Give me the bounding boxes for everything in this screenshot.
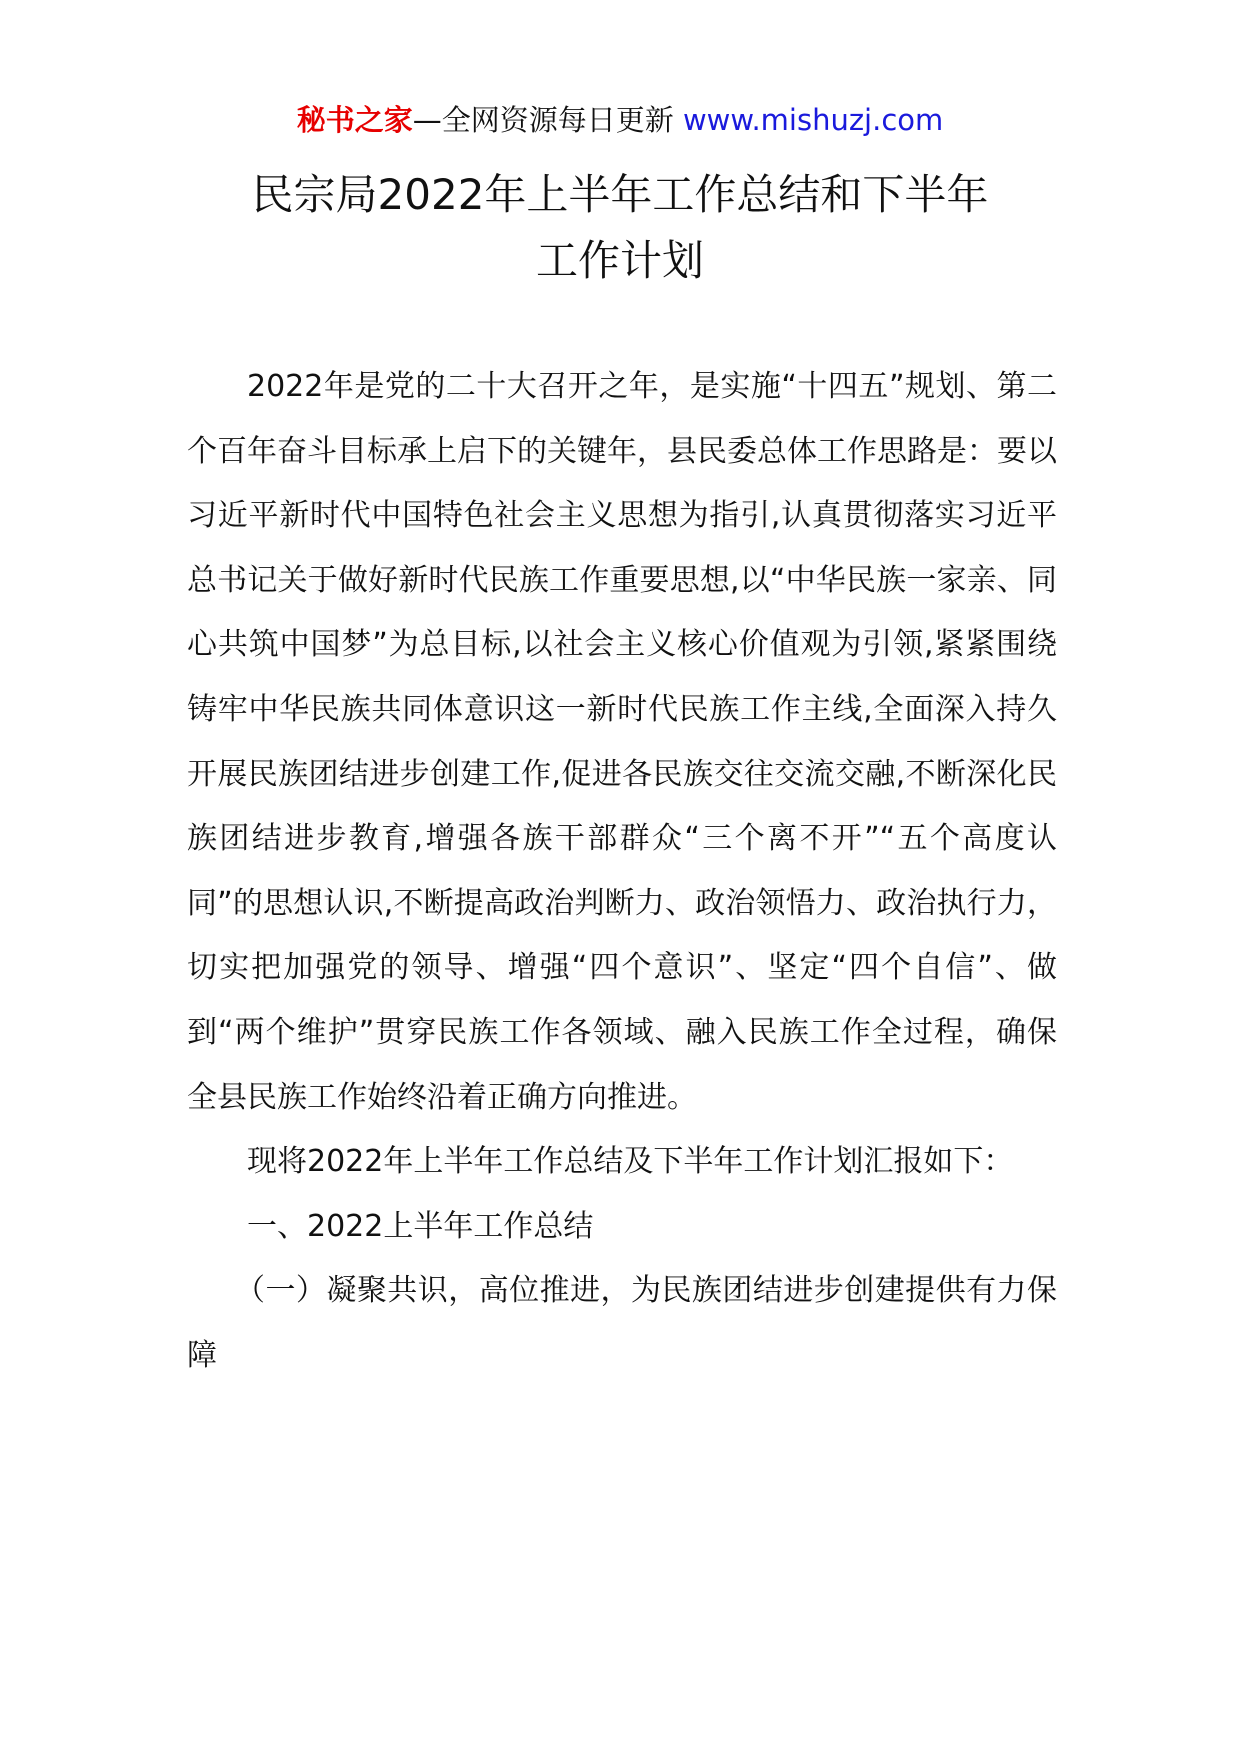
document-title-line-1: 民宗局2022年上半年工作总结和下半年 [251,170,989,219]
report-lead-paragraph: 现将2022年上半年工作总结及下半年工作计划汇报如下： [247,1144,1014,1180]
site-url-link[interactable]: www.mishuzj.com [682,103,944,137]
document-title [150,162,1090,294]
header-slogan: —全网资源每日更新 [412,103,683,137]
document-body [187,355,1057,1389]
site-header [0,100,1240,140]
document-title-line-2: 工作计划 [535,236,704,285]
intro-paragraph: 2022年是党的二十大召开之年，是实施“十四五”规划、第二个百年奋斗目标承上启下的关键年，县民委总体工作思路是：要以习近平新时代中国特色社会主义思想为指引,认真贯彻落实习近平总书记关于做好新时代民族工作重要思想,以“中华民族一家亲、同心共筑中国梦”为总目标,以社会主义核心价值观为引领,紧紧围绕铸牢中华民族共同体意识这一新时代民族工作主线,全面深入持久开展民族团结进步创建工作,促进各民族交往交流交融,不断深化民族团结进步教育,增强各族干部群众“三个离不开”“五个高度认同”的思想认识,不断提高政治判断力、政治领悟力、政治执行力，切实把加强党的领导、增强“四个意识”、坚定“四个自信”、做到“两个维护”贯穿民族工作各领域、融入民族工作全过程，确保全县民族工作始终沿着正确方向推进。 [187,369,1057,1115]
subsection-heading: （一）凝聚共识，高位推进，为民族团结进步创建提供有力保障 [187,1273,1057,1373]
brand-name: 秘书之家 [296,103,413,137]
section-heading: 一、2022上半年工作总结 [247,1208,594,1244]
